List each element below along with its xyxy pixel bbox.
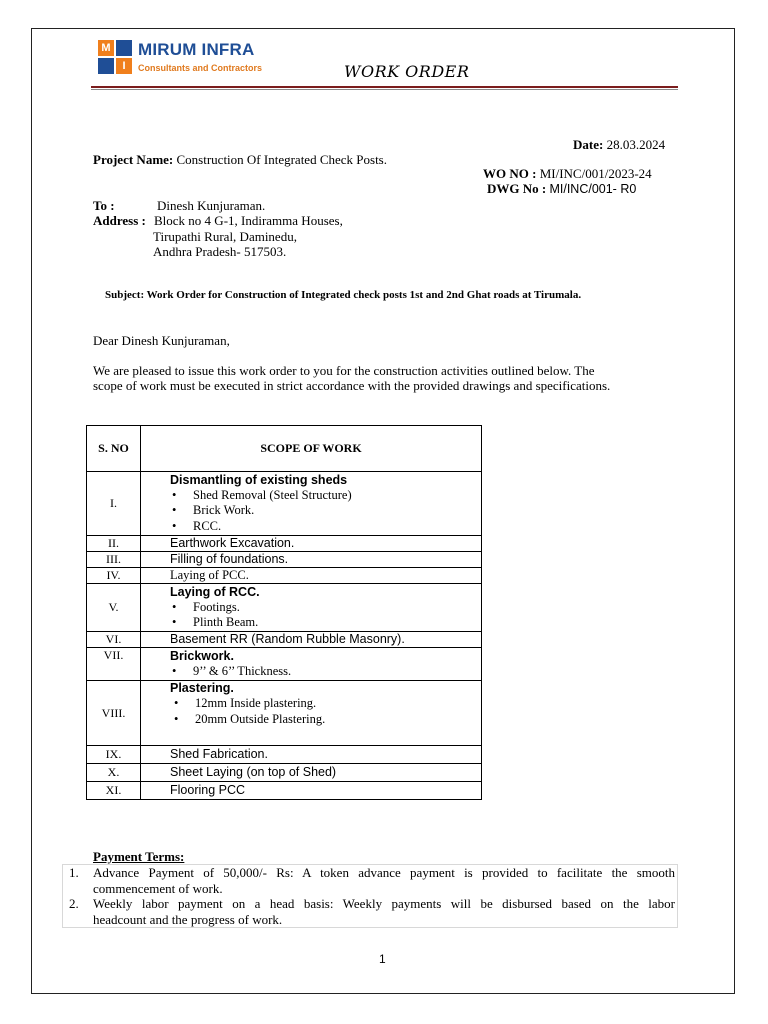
scope-of-work-table xyxy=(86,425,482,800)
date-line xyxy=(573,137,665,152)
dwg-value: MI/INC/001- R0 xyxy=(549,182,637,196)
subject-line: Subject: Work Order for Construction of Integrated check posts 1st and 2nd Ghat roads at Tirumala. xyxy=(105,289,582,301)
row-scope: Earthwork Excavation. xyxy=(141,536,482,552)
row-scope: Basement RR (Random Rubble Masonry). xyxy=(141,632,482,648)
row-scope: Shed Fabrication. xyxy=(141,746,482,764)
row-sno: III. xyxy=(87,552,141,568)
intro-line-2: scope of work must be executed in strict accordance with the provided drawings and specifications. xyxy=(93,378,611,393)
table-row xyxy=(87,632,482,648)
list-item: • RCC. xyxy=(170,519,481,535)
list-item: • 20mm Outside Plastering. xyxy=(172,712,481,728)
address-label: Address : xyxy=(93,213,146,228)
date-label: Date: xyxy=(573,137,604,152)
row-sno: X. xyxy=(87,764,141,782)
project-value: Construction Of Integrated Check Posts. xyxy=(176,152,387,167)
row-sno: XI. xyxy=(87,782,141,800)
row-scope xyxy=(141,584,482,632)
logo-square-orange-top: M xyxy=(98,40,114,56)
row-sno: II. xyxy=(87,536,141,552)
payment-item-line: Weekly labor payment on a head basis: Weekly payments will be disbursed based on the labor xyxy=(93,896,675,911)
list-item: • Shed Removal (Steel Structure) xyxy=(170,488,481,504)
logo-tagline: Consultants and Contractors xyxy=(138,63,263,73)
wo-value: MI/INC/001/2023-24 xyxy=(539,166,652,181)
row-items xyxy=(170,488,481,535)
table-row xyxy=(87,568,482,584)
table-header-row xyxy=(87,426,482,472)
logo-square-blue-bottom xyxy=(98,58,114,74)
payment-item-number: 2. xyxy=(69,896,79,911)
table-row xyxy=(87,681,482,746)
table-row xyxy=(87,746,482,764)
page-number: 1 xyxy=(379,952,386,966)
table-row xyxy=(87,648,482,681)
row-title: Laying of RCC. xyxy=(170,584,260,599)
row-items xyxy=(170,600,481,631)
payment-item-line: Advance Payment of 50,000/- Rs: A token advance payment is provided to facilitate the smooth xyxy=(93,865,675,880)
list-item: • 9’’ & 6’’ Thickness. xyxy=(170,664,481,680)
table-row xyxy=(87,472,482,536)
row-sno: VIII. xyxy=(87,681,141,746)
dwg-number-line xyxy=(487,181,636,197)
row-sno: IX. xyxy=(87,746,141,764)
to-label: To : xyxy=(93,198,115,213)
header-scope: SCOPE OF WORK xyxy=(141,426,482,472)
row-title: Brickwork. xyxy=(170,648,234,663)
to-value: Dinesh Kunjuraman. xyxy=(157,198,266,213)
row-scope: Sheet Laying (on top of Shed) xyxy=(141,764,482,782)
intro-line-1: We are pleased to issue this work order to you for the construction activities outlined below. The xyxy=(93,363,595,378)
wo-number-line xyxy=(483,166,652,181)
payment-item-number: 1. xyxy=(69,865,79,880)
logo-company-name: MIRUM INFRA xyxy=(138,40,255,59)
date-value: 28.03.2024 xyxy=(606,137,666,152)
row-sno: I. xyxy=(87,472,141,536)
project-name-line xyxy=(93,152,387,167)
list-item: • 12mm Inside plastering. xyxy=(172,696,481,712)
row-scope xyxy=(141,648,482,681)
header-sno: S. NO xyxy=(87,426,141,472)
document-title: WORK ORDER xyxy=(344,62,470,81)
payment-item xyxy=(69,865,675,897)
address-line-1: Block no 4 G-1, Indiramma Houses, xyxy=(154,213,343,228)
address-line-3: Andhra Pradesh- 517503. xyxy=(153,244,287,259)
list-item: • Brick Work. xyxy=(170,503,481,519)
header-rule-thin xyxy=(91,89,678,90)
row-title: Plastering. xyxy=(170,681,234,695)
table-row xyxy=(87,552,482,568)
logo-square-orange-bottom: I xyxy=(116,58,132,74)
row-items xyxy=(172,696,481,727)
payment-terms-heading: Payment Terms: xyxy=(93,849,185,864)
row-items xyxy=(170,664,481,680)
address-line-2: Tirupathi Rural, Daminedu, xyxy=(153,229,297,244)
list-item: • Plinth Beam. xyxy=(170,615,481,631)
header-rule xyxy=(91,86,678,88)
project-label: Project Name: xyxy=(93,152,174,167)
table-row xyxy=(87,764,482,782)
payment-item xyxy=(69,896,675,928)
row-scope: Laying of PCC. xyxy=(141,568,482,584)
row-sno: VI. xyxy=(87,632,141,648)
wo-label: WO NO : xyxy=(483,166,537,181)
row-sno: VII. xyxy=(87,648,141,681)
table-row xyxy=(87,536,482,552)
list-item: • Footings. xyxy=(170,600,481,616)
row-sno: IV. xyxy=(87,568,141,584)
row-scope: Flooring PCC xyxy=(141,782,482,800)
row-scope xyxy=(141,681,482,746)
salutation: Dear Dinesh Kunjuraman, xyxy=(93,333,230,348)
table-row xyxy=(87,584,482,632)
payment-item-line: headcount and the progress of work. xyxy=(93,912,283,927)
row-scope: Filling of foundations. xyxy=(141,552,482,568)
payment-item-line: commencement of work. xyxy=(93,881,223,896)
table-row xyxy=(87,782,482,800)
dwg-label: DWG No : xyxy=(487,181,547,196)
logo-square-blue-top xyxy=(116,40,132,56)
row-scope xyxy=(141,472,482,536)
row-title: Dismantling of existing sheds xyxy=(170,472,348,487)
row-sno: V. xyxy=(87,584,141,632)
